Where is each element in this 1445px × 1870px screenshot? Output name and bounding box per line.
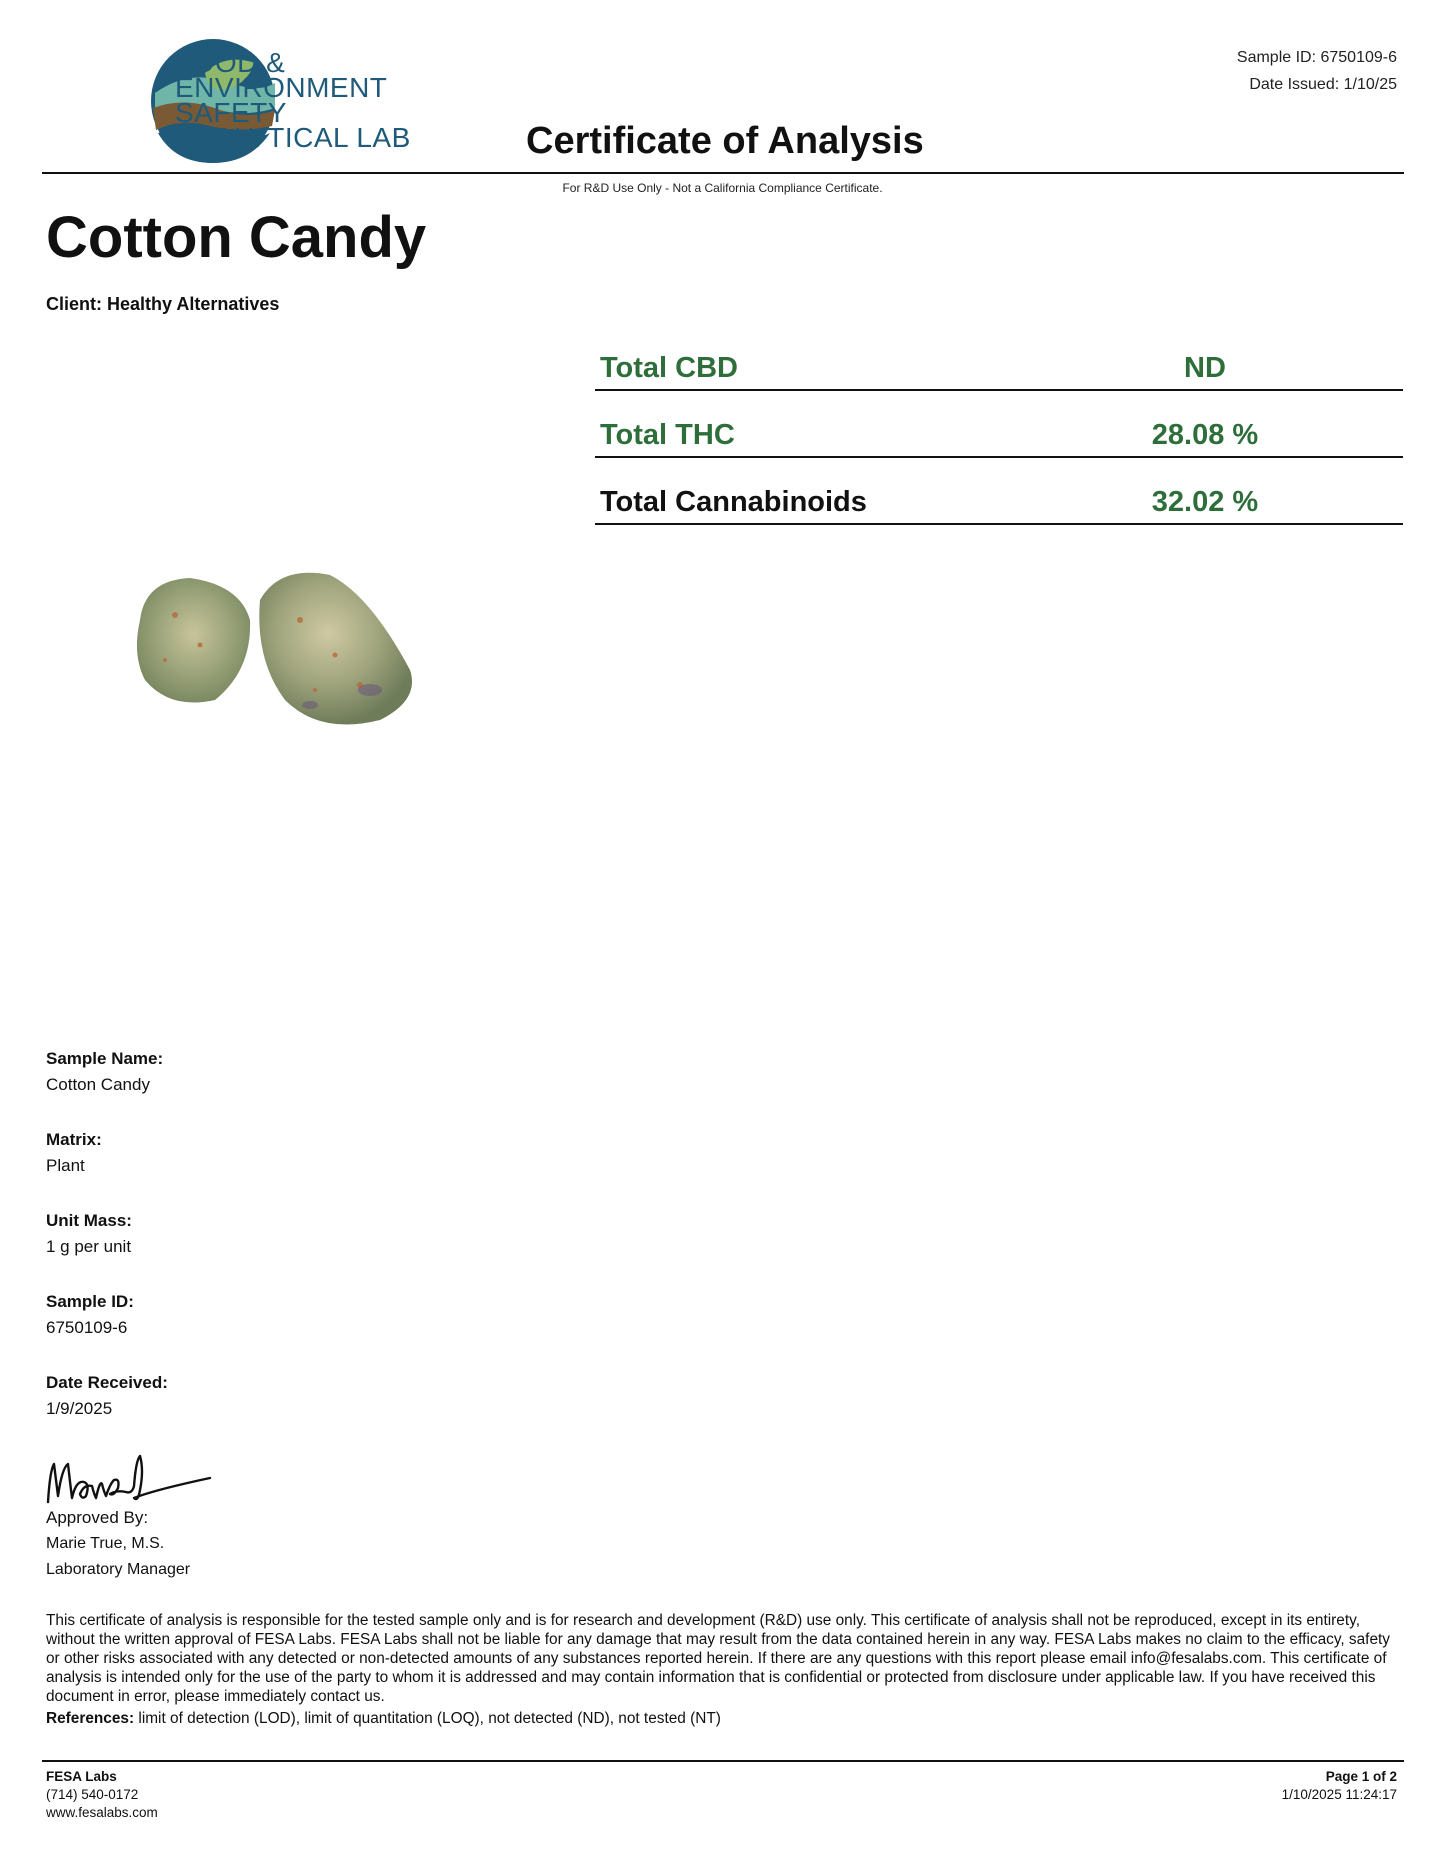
header-divider — [42, 172, 1404, 174]
rd-use-note: For R&D Use Only - Not a California Compliance Certificate. — [562, 181, 883, 195]
footer-company-info — [46, 1768, 158, 1822]
detail-value: 1/9/2025 — [46, 1399, 113, 1418]
summary-row-total-cannabinoids — [595, 459, 1403, 525]
approver-role: Laboratory Manager — [46, 1561, 191, 1578]
detail-label: Sample Name: — [46, 1049, 164, 1068]
summary-value: ND — [1184, 352, 1226, 384]
sample-details — [46, 1046, 546, 1451]
detail-label: Date Received: — [46, 1373, 168, 1392]
meta-date-issued: Date Issued: 1/10/25 — [1249, 76, 1397, 93]
detail-date-received — [46, 1370, 546, 1451]
summary-value: 28.08 % — [1151, 419, 1259, 451]
document-meta — [1237, 44, 1397, 98]
detail-label: Sample ID: — [46, 1292, 134, 1311]
detail-label: Matrix: — [46, 1130, 102, 1149]
detail-value: 1 g per unit — [46, 1237, 132, 1256]
detail-sample-name — [46, 1046, 546, 1127]
references-label: References: — [46, 1710, 135, 1727]
detail-unit-mass — [46, 1208, 546, 1289]
footer-phone: (714) 540-0172 — [46, 1787, 139, 1802]
footer-page-info — [1282, 1768, 1397, 1804]
product-photo — [120, 560, 440, 760]
summary-label: Total THC — [600, 419, 735, 451]
client-name: Client: Healthy Alternatives — [46, 294, 280, 314]
detail-sample-id — [46, 1289, 546, 1370]
approval-block — [46, 1505, 190, 1583]
detail-value: 6750109-6 — [46, 1318, 128, 1337]
summary-value: 32.02 % — [1151, 486, 1259, 518]
footer-timestamp: 1/10/2025 11:24:17 — [1281, 1787, 1397, 1802]
summary-row-total-cbd — [595, 325, 1403, 391]
footer-divider — [42, 1760, 1404, 1762]
detail-label: Unit Mass: — [46, 1211, 132, 1230]
disclaimer-text: This certificate of analysis is responsible for the tested sample only and is for research and development (R&D) use only. This certificate of analysis shall not be reproduced, except in its entirety, without the written approval of FESA Labs. FESA Labs shall not be liable for any damage that may result from the data contained herein in any way. FESA Labs makes no claim to the efficacy, safety or other risks associated with any detected or non-detected amounts of any substances reported herein. If there are any questions with this report please email info@fesalabs.com. This certificate of analysis is intended only for the use of the party to whom it is addressed and may contain information that is confidential or protected from disclosure under applicable law. If you have received this document in error, please immediately contact us. — [46, 1612, 1390, 1705]
references-text: limit of detection (LOD), limit of quantitation (LOQ), not detected (ND), not tested (NT) — [134, 1710, 721, 1727]
summary-label: Total CBD — [600, 352, 739, 384]
summary-row-total-thc — [595, 392, 1403, 458]
approved-by-label: Approved By: — [46, 1508, 149, 1527]
approver-name: Marie True, M.S. — [46, 1535, 165, 1552]
product-name: Cotton Candy — [46, 205, 427, 270]
detail-matrix — [46, 1127, 546, 1208]
footer-company: FESA Labs — [46, 1769, 117, 1784]
document-title: Certificate of Analysis — [526, 120, 924, 162]
detail-value: Cotton Candy — [46, 1075, 150, 1094]
footer-website: www.fesalabs.com — [46, 1805, 158, 1820]
logo-line: FOOD & — [175, 47, 286, 78]
logo-line: SAFETY — [175, 97, 287, 128]
approver-signature — [44, 1450, 214, 1508]
detail-value: Plant — [46, 1156, 85, 1175]
references — [46, 1710, 1401, 1728]
lab-logo-text — [175, 47, 411, 153]
logo-line: ANALYTICAL LAB — [175, 122, 411, 153]
footer-page-number: Page 1 of 2 — [1325, 1769, 1397, 1784]
summary-label: Total Cannabinoids — [600, 486, 867, 518]
meta-sample-id: Sample ID: 6750109-6 — [1236, 49, 1397, 66]
logo-line: ENVIRONMENT — [175, 72, 388, 103]
